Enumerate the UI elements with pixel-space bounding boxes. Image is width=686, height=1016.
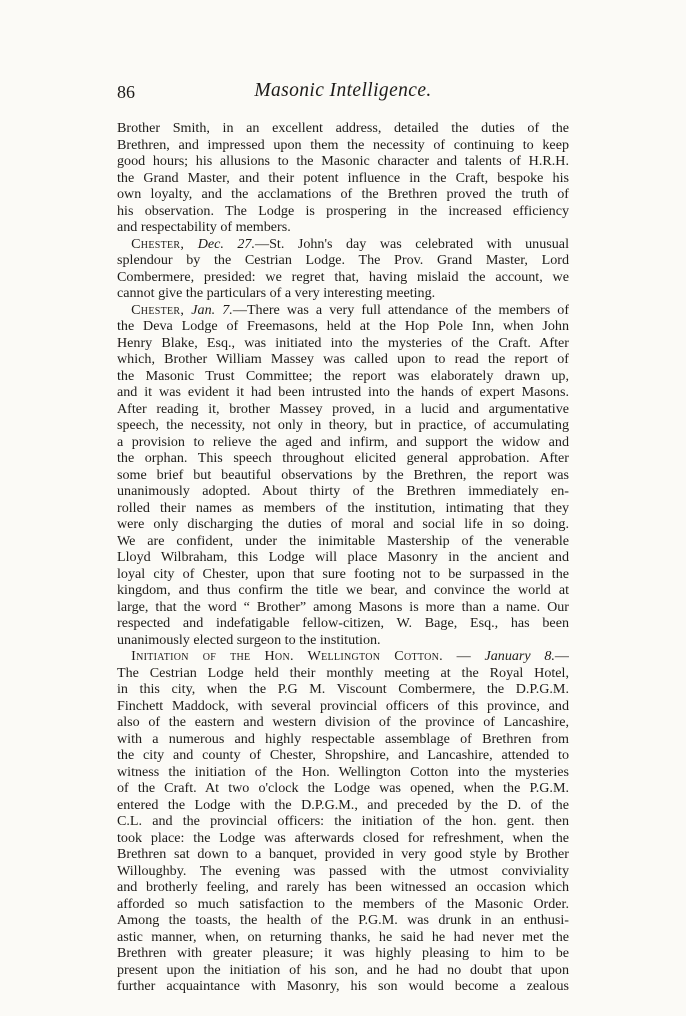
text-line: the city and county of Chester, Shropshire, and Lancashire, attended to — [117, 747, 569, 763]
date-lead: January 8. — [484, 648, 555, 664]
text-line: the Masonic Trust Committee; the report was elaborately drawn up, — [117, 367, 569, 384]
text-line: present upon the initiation of his son, and he had no doubt that upon — [117, 961, 569, 978]
paragraph-chester-dec — [117, 236, 569, 302]
text-line: with a numerous and highly respectable assemblage of Brethren from — [117, 730, 569, 747]
place-lead: Chester, — [131, 301, 185, 318]
text-line: good hours; his allusions to the Masonic character and talents of H.R.H. — [117, 153, 569, 169]
text-line: The Cestrian Lodge held their monthly meeting at the Royal Hotel, — [117, 664, 569, 681]
text-line: Henry Blake, Esq., was initiated into the mysteries of the Craft. After — [117, 334, 569, 351]
text-line: a provision to relieve the aged and infirm, and support the widow and — [117, 433, 569, 450]
text-line: the Grand Master, and their potent influence in the Craft, bespoke his — [117, 169, 569, 186]
text-line: After reading it, brother Massey proved, in a lucid and argumentative — [117, 400, 569, 417]
text-line: witness the initiation of the Hon. Wellington Cotton into the mysteries — [117, 763, 569, 780]
text-line: and it was evident it had been intrusted into the hands of expert Masons. — [117, 384, 569, 400]
text-line: were only discharging the duties of moral and social life in so doing. — [117, 516, 569, 532]
text-line: unanimously elected surgeon to the institution. — [117, 631, 381, 648]
text-line: astic manner, when, on returning thanks, he said he had never met the — [117, 928, 569, 945]
text-line — [117, 302, 569, 319]
text-line: own loyalty, and the acclamations of the Brethren proved the truth of — [117, 186, 569, 202]
text-line: and respectability of members. — [117, 219, 291, 235]
date-lead: Jan. 7. — [191, 301, 233, 318]
date-lead: Dec. 27. — [197, 235, 255, 252]
text-line: Willoughby. The evening was passed with the utmost conviviality — [117, 862, 569, 879]
text-line: unanimously adopted. About thirty of the Brethren immediately en- — [117, 483, 569, 499]
text-line: in this city, when the P.G M. Viscount Combermere, the D.P.G.M. — [117, 681, 569, 697]
text-line: entered the Lodge with the D.P.G.M., and preceded by the D. of the — [117, 796, 569, 813]
text-fragment: — — [443, 648, 485, 664]
text-line: Brethren sat down to a banquet, provided in very good style by Brother — [117, 846, 569, 862]
article-body — [117, 120, 569, 995]
paragraph-brother-smith — [117, 120, 569, 236]
text-fragment: — — [554, 648, 569, 664]
text-line: We are confident, under the inimitable Mastership of the venerable — [117, 532, 569, 549]
text-line: which, Brother William Massey was called upon to read the report of — [117, 351, 569, 367]
text-line: further acquaintance with Masonry, his son would become a zealous — [117, 978, 569, 994]
text-line: splendour by the Cestrian Lodge. The Prov. Grand Master, Lord — [117, 252, 569, 268]
text-line: Brother Smith, in an excellent address, detailed the duties of the — [117, 120, 569, 136]
text-line: Among the toasts, the health of the P.G.M. was drunk in an enthusi- — [117, 912, 569, 928]
section-lead: Initiation of the Hon. Wellington Cotton. — [131, 648, 443, 664]
place-lead: Chester, — [131, 235, 185, 252]
text-line: Brethren, and impressed upon them the necessity of continuing to keep — [117, 136, 569, 153]
text-line: the Deva Lodge of Freemasons, held at the Hop Pole Inn, when John — [117, 318, 569, 334]
text-line — [117, 648, 569, 665]
text-line: respected and indefatigable fellow-citizen, W. Bage, Esq., has been — [117, 615, 569, 631]
text-line: of the Craft. At two o'clock the Lodge was opened, when the P.G.M. — [117, 780, 569, 796]
text-line: some brief but beautiful observations by the Brethren, the report was — [117, 466, 569, 483]
text-line: afforded so much satisfaction to the members of the Masonic Order. — [117, 895, 569, 912]
text-line: took place: the Lodge was afterwards closed for refreshment, when the — [117, 829, 569, 846]
text-line: speech, the necessity, not only in theory, but in practice, of accumulating — [117, 417, 569, 433]
running-head: Masonic Intelligence. — [254, 80, 432, 101]
text-line: also of the eastern and western division of the province of Lancashire, — [117, 714, 569, 730]
text-line — [117, 236, 569, 253]
text-fragment: —There was a very full attendance of the members of — [232, 301, 569, 318]
text-line: Brethren with greater pleasure; it was highly pleasing to him to be — [117, 945, 569, 961]
text-line: Finchett Maddock, with several provincial officers of this province, and — [117, 697, 569, 714]
page-number: 86 — [117, 82, 135, 102]
text-line: C.L. and the provincial officers: the initiation of the hon. gent. then — [117, 813, 569, 829]
text-line: Combermere, presided: we regret that, having mislaid the account, we — [117, 268, 569, 285]
text-line: cannot give the particulars of a very interesting meeting. — [117, 285, 436, 301]
page-header — [117, 80, 569, 110]
text-fragment: —St. John's day was celebrated with unusual — [255, 235, 569, 252]
text-line: and brotherly feeling, and rarely has been witnessed an occasion which — [117, 879, 569, 895]
paragraph-chester-jan — [117, 302, 569, 649]
text-line: his observation. The Lodge is prospering in the increased efficiency — [117, 202, 569, 219]
text-line: the orphan. This speech throughout elicited general approbation. After — [117, 450, 569, 466]
text-line: Lloyd Wilbraham, this Lodge will place Masonry in the ancient and — [117, 549, 569, 565]
paragraph-initiation-cotton — [117, 648, 569, 995]
text-line: kingdom, and thus confirm the title we bear, and convince the world at — [117, 582, 569, 598]
text-line: large, that the word “ Brother” among Masons is more than a name. Our — [117, 598, 569, 615]
text-line: rolled their names as members of the institution, intimating that they — [117, 499, 569, 516]
text-line: loyal city of Chester, upon that sure footing not to be surpassed in the — [117, 565, 569, 582]
